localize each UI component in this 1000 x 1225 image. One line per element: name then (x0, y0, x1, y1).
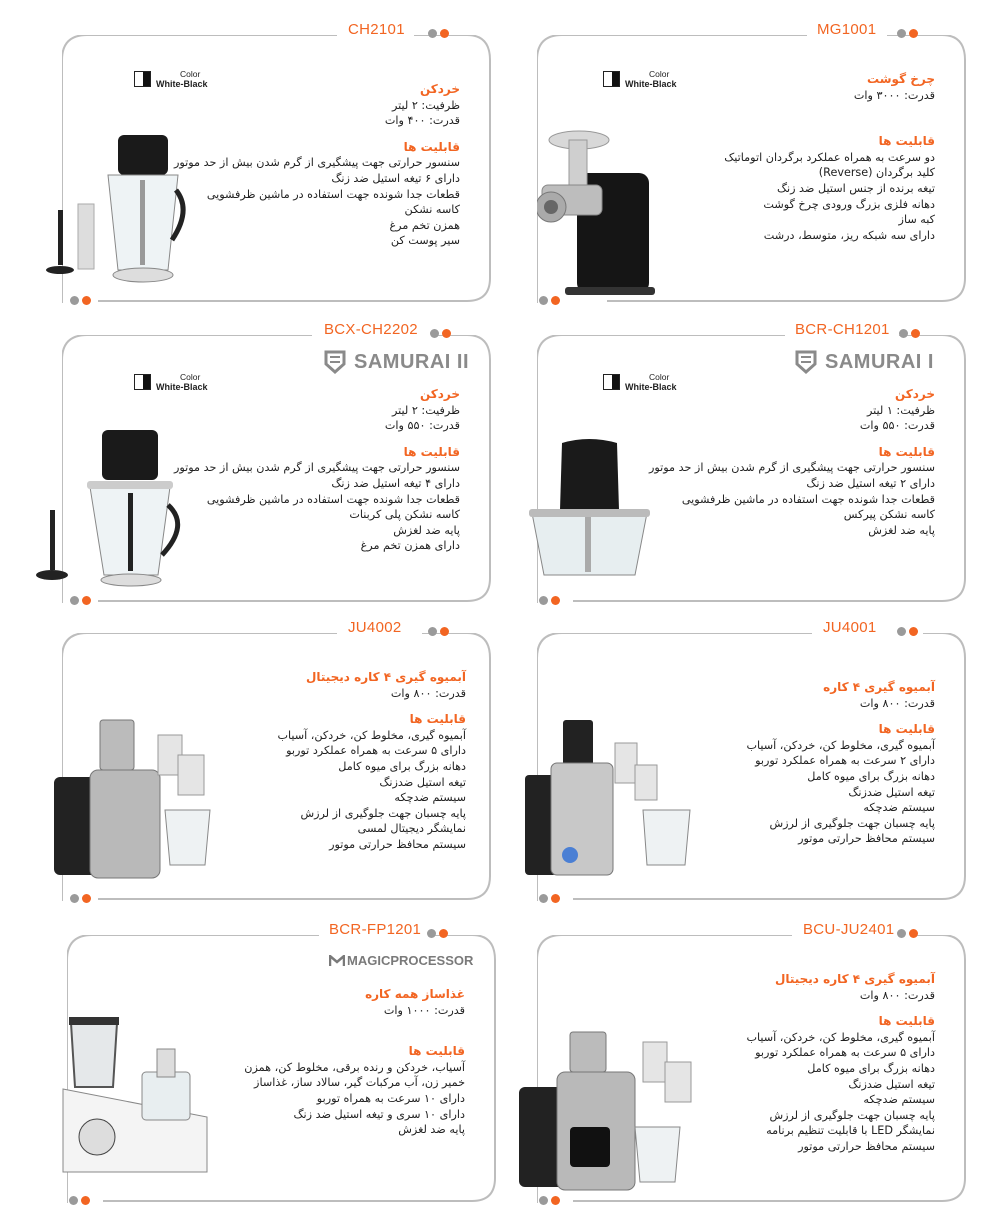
feature-item: سیستم محافظ حرارتی موتور (798, 1139, 935, 1153)
feature-item: قطعات جدا شونده جهت استفاده در ماشین ظرفشویی (681, 492, 935, 506)
spec-line: قدرت: ۱۰۰۰ وات (383, 1003, 465, 1017)
features-title: قابلیت ها (878, 1014, 935, 1029)
feature-item: پایه چسبان جهت جلوگیری از لرزش (300, 806, 466, 820)
feature-item: پایه ضد لغزش (868, 523, 935, 537)
feature-item: کاسه نشکن (404, 203, 460, 217)
feature-item: پایه ضد لغزش (398, 1123, 465, 1137)
feature-item: نمایشگر دیجیتال لمسی (357, 822, 466, 836)
feature-item: سنسور حرارتی جهت پیشگیری از گرم شدن بیش از حد موتور (173, 461, 460, 475)
feature-item: دارای سه شبکه ریز، متوسط، درشت (763, 228, 935, 242)
feature-item: سیستم ضدچکه (394, 791, 466, 805)
spec-line: قدرت: ۵۵۰ وات (384, 419, 460, 433)
product-category: خردکن (894, 387, 935, 401)
feature-item: آبمیوه گیری، مخلوط کن، خردکن، آسیاب (277, 728, 466, 742)
card-dots (70, 894, 91, 903)
feature-item: دارای ۲ سرعت به همراه عملکرد توربو (755, 754, 935, 768)
card-dots (70, 296, 91, 305)
card-dots (539, 596, 560, 605)
feature-item: دهانه بزرگ برای میوه کامل (338, 759, 466, 773)
feature-item: نمایشگر LED با قابلیت تنظیم برنامه (766, 1124, 935, 1138)
feature-item: تیغه استیل ضدزنگ (848, 1077, 935, 1091)
features-title: قابلیت ها (408, 1044, 465, 1059)
feature-item: سیستم محافظ حرارتی موتور (329, 837, 466, 851)
product-category: خردکن (419, 387, 460, 401)
model-code: BCR-CH1201 (795, 321, 890, 338)
feature-item: دارای ۲ تیغه استیل ضد زنگ (806, 476, 935, 490)
card-dots (69, 1196, 90, 1205)
magic-m-icon (329, 955, 345, 967)
feature-item: سیستم ضدچکه (863, 801, 935, 815)
samurai-shield-icon (795, 350, 817, 374)
card-dots (897, 29, 918, 38)
product-card-ch2101 (62, 21, 492, 303)
card-dots (539, 894, 560, 903)
product-card-bcx-ch2202 (62, 321, 492, 603)
product-category: آبمیوه گیری ۴ کاره (823, 680, 935, 694)
spec-text (635, 387, 935, 538)
model-code: BCU-JU2401 (803, 921, 895, 938)
brand-logo: SAMURAI I (795, 350, 934, 374)
features-title: قابلیت ها (403, 139, 460, 154)
spec-text (160, 387, 460, 554)
feature-item: سنسور حرارتی جهت پیشگیری از گرم شدن بیش از حد موتور (173, 156, 460, 170)
product-card-bcr-ch1201 (537, 321, 967, 603)
product-card-bcr-fp1201 (67, 921, 497, 1203)
feature-item: تیغه برنده از جنس استیل ضد زنگ (776, 181, 935, 195)
feature-item: سیستم محافظ حرارتی موتور (798, 832, 935, 846)
feature-item: آسیاب، خردکن و رنده برقی، مخلوط کن، همزن (244, 1060, 465, 1074)
feature-item: پایه ضد لغزش (393, 523, 460, 537)
model-code: BCX-CH2202 (324, 321, 418, 338)
card-dots (428, 627, 449, 636)
feature-item: تیغه استیل ضدزنگ (379, 775, 466, 789)
feature-item: کلید برگردان (Reverse) (818, 166, 935, 180)
color-badge: Color White-Black (134, 69, 208, 89)
spec-text (166, 670, 466, 853)
card-dots (70, 596, 91, 605)
spec-text (160, 82, 460, 249)
card-dots (899, 329, 920, 338)
card-dots (897, 627, 918, 636)
spec-text (635, 72, 935, 243)
spec-line: ظرفیت: ۲ لیتر (391, 98, 460, 112)
features-title: قابلیت ها (878, 722, 935, 737)
feature-item: سیر پوست کن (390, 234, 460, 248)
feature-item: دارای ۵ سرعت به همراه عملکرد توربو (286, 744, 466, 758)
features-title: قابلیت ها (878, 444, 935, 459)
product-category: آبمیوه گیری ۴ کاره دیجیتال (305, 670, 466, 684)
model-code: JU4001 (823, 619, 877, 636)
spec-line: ظرفیت: ۲ لیتر (391, 403, 460, 417)
spec-line: قدرت: ۳۰۰۰ وات (853, 88, 935, 102)
feature-item: قطعات جدا شونده جهت استفاده در ماشین ظرفشویی (206, 492, 460, 506)
model-code: BCR-FP1201 (329, 921, 422, 938)
product-category: خردکن (419, 82, 460, 96)
spec-line: قدرت: ۸۰۰ وات (859, 696, 935, 710)
product-card-bcu-ju2401 (537, 921, 967, 1203)
spec-text (635, 972, 935, 1155)
feature-item: دارای ۱۰ سرعت به همراه توربو (316, 1091, 465, 1105)
feature-item: سنسور حرارتی جهت پیشگیری از گرم شدن بیش از حد موتور (648, 461, 935, 475)
model-code: MG1001 (817, 21, 877, 38)
product-category: غذاساز همه کاره (365, 987, 465, 1001)
color-badge: Color White-Black (134, 372, 208, 392)
spec-text (165, 987, 465, 1138)
feature-item: دو سرعت به همراه عملکرد برگردان اتوماتیک (724, 150, 935, 164)
color-badge: Color White-Black (603, 69, 677, 89)
product-card-ju4002 (62, 619, 492, 901)
product-card-ju4001 (537, 619, 967, 901)
feature-item: پایه چسبان جهت جلوگیری از لرزش (769, 816, 935, 830)
feature-item: کاسه نشکن پلی کربنات (349, 508, 460, 522)
product-category: آبمیوه گیری ۴ کاره دیجیتال (774, 972, 935, 986)
features-title: قابلیت ها (403, 444, 460, 459)
feature-item: دهانه بزرگ برای میوه کامل (807, 1061, 935, 1075)
feature-item: دارای ۶ تیغه استیل ضد زنگ (331, 171, 460, 185)
feature-item: همزن تخم مرغ (389, 218, 460, 232)
glass-chopper-icon (527, 435, 652, 585)
feature-item: کبه ساز (898, 213, 935, 227)
feature-item: آبمیوه گیری، مخلوط کن، خردکن، آسیاب (746, 1030, 935, 1044)
brand-logo: MAGICPROCESSOR (329, 953, 473, 968)
product-category: چرخ گوشت (867, 72, 935, 86)
features-title: قابلیت ها (878, 134, 935, 149)
color-badge: Color White-Black (603, 372, 677, 392)
card-dots (539, 296, 560, 305)
feature-item: دارای ۴ تیغه استیل ضد زنگ (331, 476, 460, 490)
product-card-mg1001 (537, 21, 967, 303)
spec-line: قدرت: ۵۵۰ وات (859, 419, 935, 433)
features-title: قابلیت ها (409, 712, 466, 727)
feature-item: آبمیوه گیری، مخلوط کن، خردکن، آسیاب (746, 738, 935, 752)
samurai-shield-icon (324, 350, 346, 374)
feature-item: قطعات جدا شونده جهت استفاده در ماشین ظرفشویی (206, 187, 460, 201)
model-code: CH2101 (348, 21, 405, 38)
spec-line: قدرت: ۸۰۰ وات (390, 686, 466, 700)
feature-item: دارای ۱۰ سری و تیغه استیل ضد زنگ (293, 1107, 465, 1121)
card-dots (428, 29, 449, 38)
feature-item: تیغه استیل ضدزنگ (848, 785, 935, 799)
spec-line: قدرت: ۴۰۰ وات (384, 114, 460, 128)
card-dots (539, 1196, 560, 1205)
feature-item: دهانه بزرگ برای میوه کامل (807, 769, 935, 783)
feature-item: خمیر زن، آب مرکبات گیر، سالاد ساز، غذاساز (254, 1076, 465, 1090)
brand-logo: SAMURAI II (324, 350, 469, 374)
feature-item: کاسه نشکن پیرکس (843, 508, 935, 522)
feature-item: دارای همزن تخم مرغ (360, 539, 460, 553)
feature-item: دهانه فلزی بزرگ ورودی چرخ گوشت (763, 197, 935, 211)
feature-item: سیستم ضدچکه (863, 1093, 935, 1107)
feature-item: دارای ۵ سرعت به همراه عملکرد توربو (755, 1046, 935, 1060)
spec-line: ظرفیت: ۱ لیتر (866, 403, 935, 417)
spec-line: قدرت: ۸۰۰ وات (859, 988, 935, 1002)
feature-item: پایه چسبان جهت جلوگیری از لرزش (769, 1108, 935, 1122)
card-dots (430, 329, 451, 338)
card-dots (427, 929, 448, 938)
model-code: JU4002 (348, 619, 402, 636)
card-dots (897, 929, 918, 938)
spec-text (635, 680, 935, 847)
